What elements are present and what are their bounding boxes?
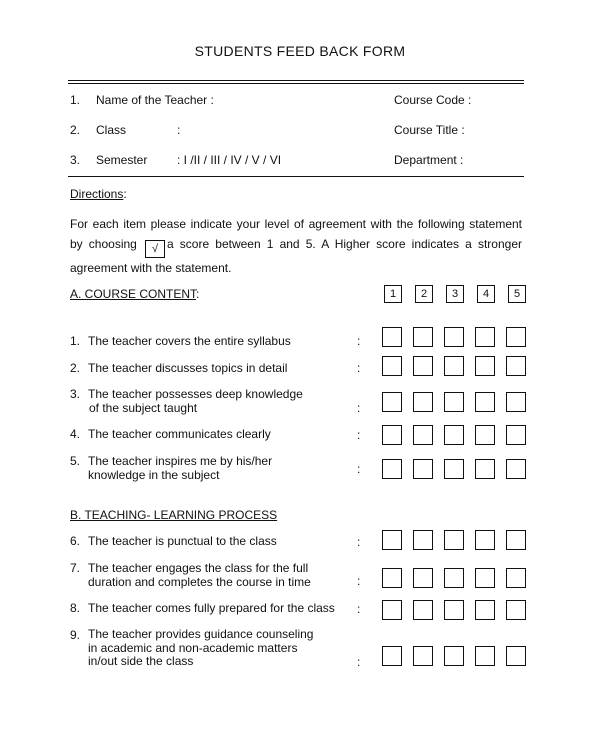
rating-box-5[interactable] — [506, 425, 526, 445]
item-text: The teacher discusses topics in detail — [88, 361, 288, 375]
item-text — [88, 628, 313, 669]
item-text — [88, 454, 272, 482]
item-text-line: in academic and non-academic matters — [88, 640, 298, 655]
semester-options[interactable]: : I /II / III / IV / V / VI — [177, 153, 282, 167]
rating-box-4[interactable] — [475, 392, 495, 412]
rating-box-4[interactable] — [475, 530, 495, 550]
item-text-line: The teacher inspires me by his/her — [88, 454, 273, 468]
scale-box-5: 5 — [508, 285, 526, 303]
rating-box-1[interactable] — [382, 600, 402, 620]
checkmark-example-icon: √ — [145, 240, 165, 258]
department-field[interactable]: Department : — [394, 153, 464, 167]
rating-box-1[interactable] — [382, 327, 402, 347]
field-number: 1. — [70, 93, 81, 107]
item-number: 1. — [70, 334, 81, 348]
rating-box-1[interactable] — [382, 568, 402, 588]
rating-box-4[interactable] — [475, 646, 495, 666]
item-text-line: in/out side the class — [88, 654, 194, 668]
item-colon: : — [357, 655, 361, 669]
rating-box-1[interactable] — [382, 425, 402, 445]
rating-box-4[interactable] — [475, 327, 495, 347]
section-a-heading-colon: : — [196, 287, 200, 301]
item-number: 9. — [70, 628, 81, 642]
section-a-heading-text: A. COURSE CONTENT — [70, 287, 197, 301]
item-text: The teacher covers the entire syllabus — [88, 334, 291, 348]
item-colon: : — [357, 361, 361, 375]
rating-box-3[interactable] — [444, 459, 464, 479]
rating-box-4[interactable] — [475, 459, 495, 479]
semester-field-label: Semester — [96, 153, 148, 167]
item-text: The teacher is punctual to the class — [88, 534, 277, 548]
directions-text-part2: a score between 1 and 5. A Higher score indicates a stronger agreement with the statement. — [70, 237, 522, 275]
item-text-line: The teacher provides guidance counseling — [88, 627, 314, 641]
rating-box-5[interactable] — [506, 568, 526, 588]
title-rule-bottom — [68, 83, 524, 84]
rating-box-3[interactable] — [444, 646, 464, 666]
course-code-field[interactable]: Course Code : — [394, 93, 472, 107]
rating-box-5[interactable] — [506, 392, 526, 412]
directions-text — [70, 214, 522, 278]
item-number: 6. — [70, 534, 81, 548]
rating-box-2[interactable] — [413, 327, 433, 347]
item-text-line: duration and completes the course in time — [88, 575, 311, 589]
rating-box-2[interactable] — [413, 530, 433, 550]
title-rule-top — [68, 80, 524, 81]
item-number: 2. — [70, 361, 81, 375]
item-number: 7. — [70, 561, 81, 575]
header-rule — [68, 176, 524, 177]
rating-box-3[interactable] — [444, 568, 464, 588]
rating-box-5[interactable] — [506, 356, 526, 376]
item-colon: : — [357, 428, 361, 442]
rating-box-2[interactable] — [413, 425, 433, 445]
item-number: 8. — [70, 601, 81, 615]
teacher-name-field[interactable]: Name of the Teacher : — [96, 93, 214, 107]
item-colon: : — [357, 602, 361, 616]
rating-box-2[interactable] — [413, 646, 433, 666]
rating-box-4[interactable] — [475, 600, 495, 620]
item-text: The teacher communicates clearly — [88, 427, 271, 441]
item-colon: : — [357, 334, 361, 348]
item-colon: : — [357, 462, 361, 476]
rating-box-1[interactable] — [382, 392, 402, 412]
item-text — [88, 387, 303, 415]
item-text-line: of the subject taught — [89, 401, 198, 415]
item-colon: : — [357, 401, 361, 415]
directions-heading — [70, 187, 127, 201]
rating-box-5[interactable] — [506, 530, 526, 550]
rating-box-5[interactable] — [506, 459, 526, 479]
rating-box-3[interactable] — [444, 356, 464, 376]
rating-box-2[interactable] — [413, 459, 433, 479]
item-text-line: knowledge in the subject — [88, 468, 220, 482]
directions-heading-text: Directions — [70, 187, 124, 201]
rating-box-3[interactable] — [444, 425, 464, 445]
rating-box-4[interactable] — [475, 568, 495, 588]
rating-box-3[interactable] — [444, 392, 464, 412]
field-number: 3. — [70, 153, 81, 167]
rating-box-4[interactable] — [475, 425, 495, 445]
rating-box-2[interactable] — [413, 600, 433, 620]
scale-box-2: 2 — [415, 285, 433, 303]
rating-box-2[interactable] — [413, 356, 433, 376]
rating-box-1[interactable] — [382, 459, 402, 479]
item-colon: : — [357, 535, 361, 549]
rating-box-5[interactable] — [506, 600, 526, 620]
scale-box-4: 4 — [477, 285, 495, 303]
rating-box-4[interactable] — [475, 356, 495, 376]
rating-box-3[interactable] — [444, 530, 464, 550]
directions-heading-colon: : — [123, 187, 127, 201]
rating-box-5[interactable] — [506, 646, 526, 666]
item-text-line: The teacher possesses deep knowledge — [88, 387, 303, 401]
item-colon: : — [357, 574, 361, 588]
item-text: The teacher comes fully prepared for the class — [88, 601, 335, 615]
rating-box-5[interactable] — [506, 327, 526, 347]
scale-box-3: 3 — [446, 285, 464, 303]
item-number: 5. — [70, 454, 81, 468]
rating-box-3[interactable] — [444, 327, 464, 347]
item-text — [88, 561, 311, 589]
field-number: 2. — [70, 123, 81, 137]
form-title: STUDENTS FEED BACK FORM — [194, 43, 406, 59]
rating-box-2[interactable] — [413, 568, 433, 588]
class-field[interactable]: : — [177, 123, 181, 137]
rating-box-3[interactable] — [444, 600, 464, 620]
rating-box-1[interactable] — [382, 646, 402, 666]
class-field-label: Class — [96, 123, 127, 137]
item-number: 4. — [70, 427, 81, 441]
item-number: 3. — [70, 387, 81, 401]
section-b-heading: B. TEACHING- LEARNING PROCESS — [70, 508, 278, 522]
rating-box-2[interactable] — [413, 392, 433, 412]
item-text-line: The teacher engages the class for the full — [88, 561, 309, 575]
section-a-heading — [70, 287, 199, 301]
rating-box-1[interactable] — [382, 356, 402, 376]
rating-box-1[interactable] — [382, 530, 402, 550]
directions-text-part1: For each item please indicate your level of agreement with the following statement by choosing — [70, 217, 522, 251]
course-title-field[interactable]: Course Title : — [394, 123, 465, 137]
scale-box-1: 1 — [384, 285, 402, 303]
